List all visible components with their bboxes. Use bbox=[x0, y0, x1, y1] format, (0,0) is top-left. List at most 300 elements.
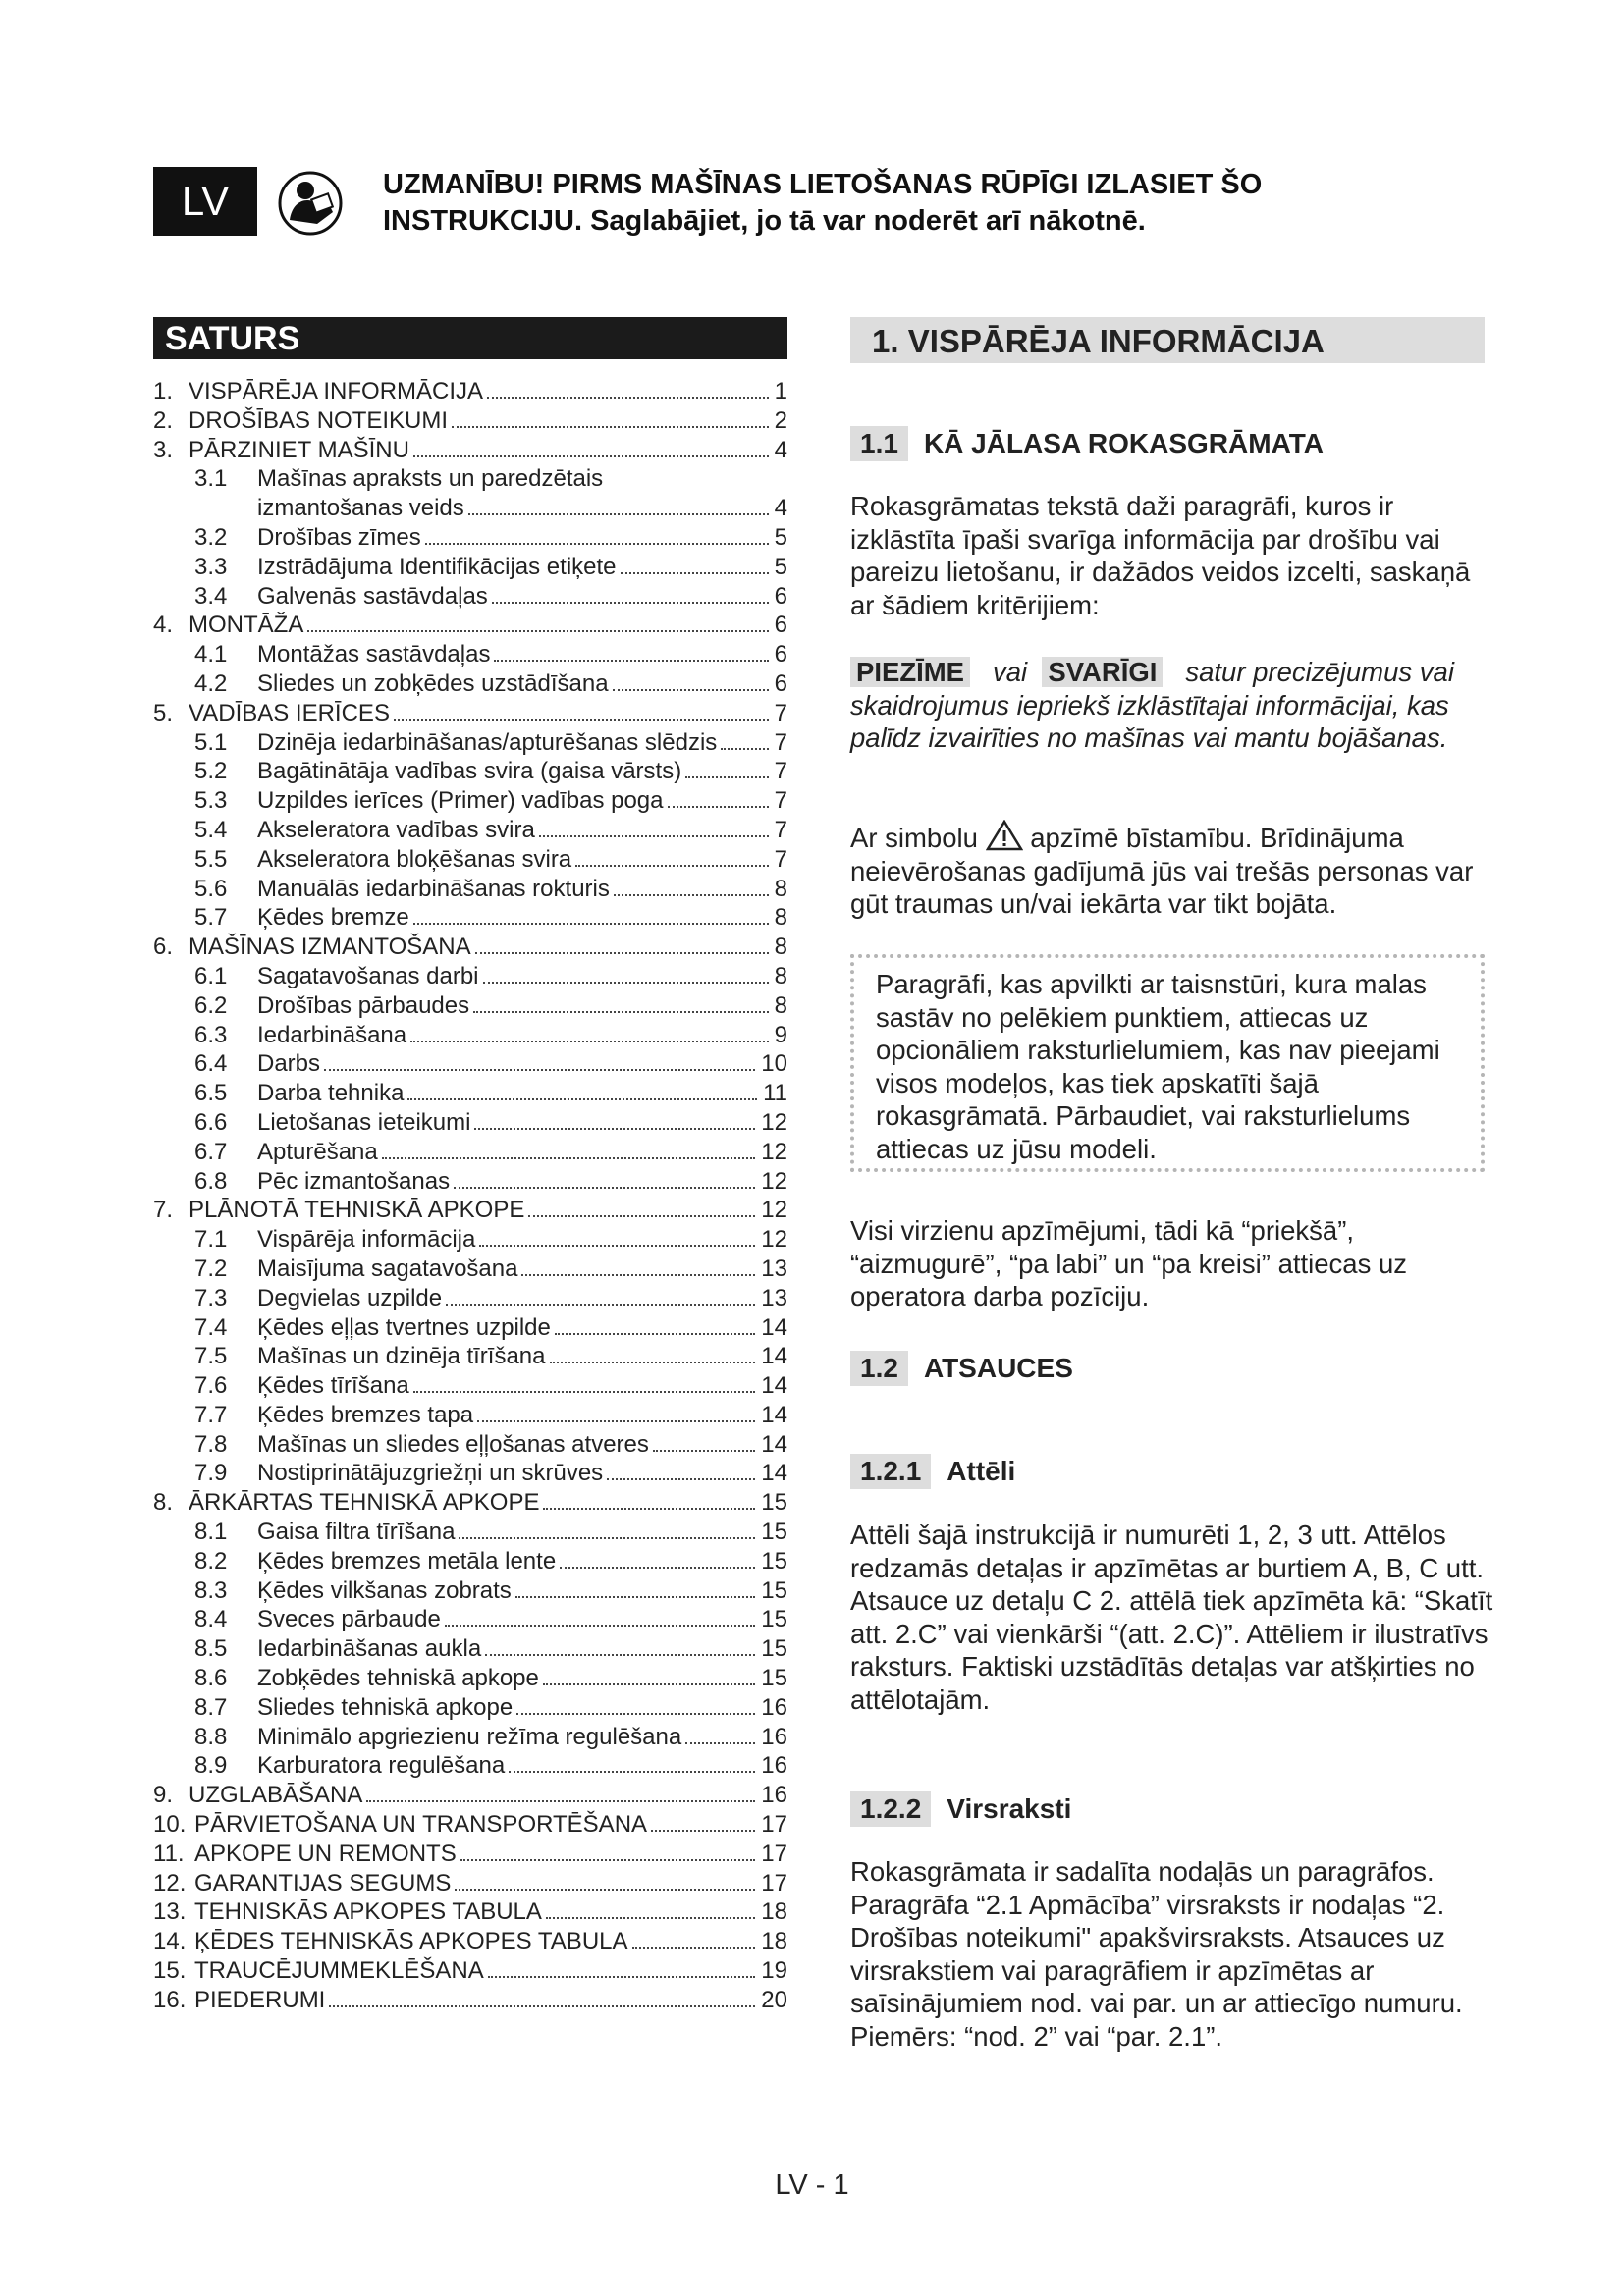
toc-title: ĀRKĀRTAS TEHNISKĀ APKOPE bbox=[189, 1488, 543, 1518]
toc-number: 5.6 bbox=[194, 875, 228, 902]
toc-page: 16 bbox=[761, 1693, 787, 1721]
paragraph-headings bbox=[850, 1855, 1498, 2053]
toc-entry bbox=[257, 1167, 787, 1197]
toc-title: Gaisa filtra tīrīšana bbox=[257, 1518, 459, 1547]
toc-page: 9 bbox=[774, 1021, 787, 1048]
toc-row bbox=[153, 1986, 787, 2015]
toc-entry bbox=[257, 1634, 787, 1664]
toc-leader bbox=[509, 1771, 755, 1773]
toc-row bbox=[153, 1956, 787, 1986]
toc-page: 4 bbox=[774, 495, 787, 522]
toc-entry bbox=[257, 1430, 787, 1460]
toc-leader bbox=[651, 1830, 755, 1832]
toc-entry bbox=[257, 875, 787, 904]
toc-row bbox=[153, 582, 787, 612]
toc-number: 3.4 bbox=[194, 582, 228, 610]
toc-title: Maisījuma sagatavošana bbox=[257, 1255, 521, 1284]
toc-row bbox=[153, 1196, 787, 1225]
toc-title: Drošības pārbaudes bbox=[257, 991, 473, 1021]
toc-leader bbox=[543, 1683, 755, 1685]
toc-entry bbox=[257, 1225, 787, 1255]
toc-page: 6 bbox=[774, 612, 787, 639]
toc-row bbox=[153, 816, 787, 845]
toc-entry bbox=[257, 1342, 787, 1371]
toc-title: GARANTIJAS SEGUMS bbox=[194, 1869, 455, 1898]
toc-entry bbox=[189, 1488, 787, 1518]
toc-title: Ķēdes bremzes metāla lente bbox=[257, 1547, 560, 1576]
toc-entry bbox=[257, 816, 787, 845]
toc-number: 4.2 bbox=[194, 669, 228, 697]
toc-row bbox=[153, 1079, 787, 1108]
toc-row bbox=[153, 1459, 787, 1488]
toc-entry bbox=[257, 962, 787, 991]
toc-page: 19 bbox=[761, 1957, 787, 1985]
toc-entry bbox=[257, 757, 787, 786]
toc-number: 8.4 bbox=[194, 1606, 228, 1633]
toc-title: Minimālo apgriezienu režīma regulēšana bbox=[257, 1723, 685, 1752]
toc-leader bbox=[685, 776, 768, 778]
toc-entry bbox=[257, 1605, 787, 1634]
toc-page: 6 bbox=[774, 582, 787, 610]
read-manual-icon bbox=[278, 171, 343, 236]
toc-number: 8.3 bbox=[194, 1576, 228, 1604]
toc-row bbox=[153, 1342, 787, 1371]
note-tag: PIEZĪME bbox=[850, 657, 970, 687]
toc-leader bbox=[454, 1187, 755, 1189]
toc-number: 3.1 bbox=[194, 465, 228, 493]
toc-row bbox=[153, 1518, 787, 1547]
toc-title: Sagatavošanas darbi bbox=[257, 962, 483, 991]
toc-title: Zobķēdes tehniskā apkope bbox=[257, 1664, 543, 1693]
toc-row bbox=[153, 728, 787, 758]
toc-entry bbox=[257, 582, 787, 612]
toc-page: 5 bbox=[774, 523, 787, 551]
toc-leader bbox=[543, 1508, 755, 1510]
toc-leader bbox=[607, 1478, 755, 1480]
toc-entry bbox=[257, 669, 787, 699]
toc-leader bbox=[621, 572, 769, 574]
toc-leader bbox=[487, 397, 769, 399]
toc-page: 6 bbox=[774, 641, 787, 668]
toc-title: PĀRVIETOŠANA UN TRANSPORTĒŠANA bbox=[194, 1810, 651, 1840]
toc-row bbox=[153, 933, 787, 962]
danger-warning-icon bbox=[986, 820, 1023, 851]
toc-row bbox=[153, 1605, 787, 1634]
toc-entry bbox=[189, 1196, 787, 1225]
toc-page: 8 bbox=[774, 991, 787, 1019]
subsection-number: 1.2 bbox=[850, 1351, 908, 1386]
toc-number: 7.8 bbox=[194, 1430, 228, 1458]
toc-entry bbox=[194, 1927, 787, 1956]
toc-page: 14 bbox=[761, 1430, 787, 1458]
toc-leader bbox=[614, 894, 769, 896]
toc-title: DROŠĪBAS NOTEIKUMI bbox=[189, 406, 452, 436]
important-tag: SVARĪGI bbox=[1042, 657, 1163, 687]
toc-number: 16. bbox=[153, 1986, 187, 2013]
toc-page: 16 bbox=[761, 1782, 787, 1809]
toc-leader bbox=[324, 1069, 755, 1071]
toc-page: 1 bbox=[774, 378, 787, 404]
toc-title: Mašīnas apraksts un paredzētais bbox=[257, 464, 607, 494]
toc-page: 4 bbox=[774, 436, 787, 463]
toc-leader bbox=[521, 1274, 755, 1276]
toc-entry bbox=[189, 699, 787, 728]
toc-title: Ķēdes tīrīšana bbox=[257, 1371, 413, 1401]
toc-page: 15 bbox=[761, 1489, 787, 1517]
toc-page: 7 bbox=[774, 845, 787, 873]
toc-title: Drošības zīmes bbox=[257, 523, 425, 553]
subsection-number: 1.2.1 bbox=[850, 1454, 931, 1489]
toc-leader bbox=[516, 1713, 755, 1715]
toc-number: 6. bbox=[153, 934, 174, 961]
toc-row bbox=[153, 1255, 787, 1284]
toc-page: 12 bbox=[761, 1108, 787, 1136]
toc-title: PLĀNOTĀ TEHNISKĀ APKOPE bbox=[189, 1196, 528, 1225]
toc-entry bbox=[189, 1781, 787, 1810]
toc-leader bbox=[407, 1098, 757, 1100]
toc-number: 1. bbox=[153, 378, 174, 404]
toc-row bbox=[153, 962, 787, 991]
toc-number: 6.6 bbox=[194, 1108, 228, 1136]
paragraph-directions bbox=[850, 1214, 1498, 1313]
toc-title: Ķēdes bremzes tapa bbox=[257, 1401, 477, 1430]
toc-leader bbox=[460, 1859, 756, 1861]
subsection-label: Attēli bbox=[947, 1456, 1016, 1486]
toc-row bbox=[153, 464, 787, 494]
toc-leader bbox=[445, 1625, 756, 1627]
toc-leader bbox=[483, 982, 769, 984]
toc-title: Galvenās sastāvdaļas bbox=[257, 582, 492, 612]
toc-title: Manuālās iedarbināšanas rokturis bbox=[257, 875, 614, 904]
toc-number: 5.1 bbox=[194, 728, 228, 756]
toc-leader bbox=[307, 630, 768, 632]
toc-leader bbox=[685, 1742, 755, 1744]
toc-page: 6 bbox=[774, 669, 787, 697]
toc-row bbox=[153, 1869, 787, 1898]
toc-page: 12 bbox=[761, 1226, 787, 1254]
toc-page: 5 bbox=[774, 553, 787, 580]
toc-title: Ķēdes eļļas tvertnes uzpilde bbox=[257, 1313, 555, 1343]
subsection-1-1 bbox=[850, 426, 1324, 461]
toc-leader bbox=[539, 835, 769, 837]
toc-entry bbox=[257, 1313, 787, 1343]
toc-leader bbox=[632, 1947, 756, 1949]
toc-number: 7.6 bbox=[194, 1372, 228, 1400]
subsection-1-2 bbox=[850, 1351, 1073, 1386]
toc-row bbox=[153, 1225, 787, 1255]
toc-number: 5.5 bbox=[194, 845, 228, 873]
optional-feature-box bbox=[850, 954, 1485, 1172]
toc-entry bbox=[257, 991, 787, 1021]
toc-entry bbox=[257, 523, 787, 553]
toc-page: 8 bbox=[774, 934, 787, 961]
toc-row bbox=[153, 1430, 787, 1460]
toc-entry bbox=[189, 436, 787, 465]
toc-page: 15 bbox=[761, 1519, 787, 1546]
toc-row bbox=[153, 669, 787, 699]
toc-title: Iedarbināšanas aukla bbox=[257, 1634, 485, 1664]
toc-title: Sveces pārbaude bbox=[257, 1605, 445, 1634]
section-title: 1. VISPĀRĒJA INFORMĀCIJA bbox=[850, 317, 1485, 363]
toc-page: 11 bbox=[763, 1080, 787, 1107]
toc-row bbox=[153, 436, 787, 465]
toc-row bbox=[153, 903, 787, 933]
toc-title: TRAUCĒJUMMEKLĒŠANA bbox=[194, 1956, 488, 1986]
toc-title: Darbs bbox=[257, 1049, 324, 1079]
toc-page: 20 bbox=[761, 1986, 787, 2013]
toc-title: Iedarbināšana bbox=[257, 1021, 410, 1050]
toc-row bbox=[153, 1840, 787, 1869]
toc-title: MONTĀŽA bbox=[189, 611, 307, 640]
toc-leader bbox=[455, 1889, 755, 1891]
toc-page: 12 bbox=[761, 1167, 787, 1195]
toc-leader bbox=[528, 1215, 755, 1217]
toc-page: 12 bbox=[761, 1138, 787, 1165]
toc-row bbox=[153, 377, 787, 406]
toc-title: Akseleratora bloķēšanas svira bbox=[257, 845, 575, 875]
toc-entry bbox=[257, 845, 787, 875]
toc-number: 8.1 bbox=[194, 1519, 228, 1546]
toc-leader bbox=[668, 806, 769, 808]
toc-number: 8.6 bbox=[194, 1665, 228, 1692]
toc-page: 15 bbox=[761, 1576, 787, 1604]
paragraph-text: Attēli šajā instrukcijā ir numurēti 1, 2, 3 utt. Attēlos redzamās detaļas ir apzīmētas ar burtiem A, B, C utt. Atsauce uz detaļu C 2. attēlā tiek apzīmēta kā: “Skatīt att. 2.C” vai vienkārši “(att. 2.C)”. Attēliem ir ilustratīvs raksturs. Faktiski uzstādītās detaļas var atšķirties no attēlotajām. bbox=[850, 1520, 1493, 1715]
toc-entry bbox=[257, 1079, 787, 1108]
toc-leader bbox=[452, 426, 769, 428]
toc-leader bbox=[474, 1128, 755, 1130]
toc-title: ĶĒDES TEHNISKĀS APKOPES TABULA bbox=[194, 1927, 632, 1956]
toc-leader bbox=[475, 952, 769, 954]
toc-title: Sliedes tehniskā apkope bbox=[257, 1693, 516, 1723]
toc-entry bbox=[257, 1664, 787, 1693]
toc-leader bbox=[468, 513, 769, 515]
toc-title: APKOPE UN REMONTS bbox=[194, 1840, 460, 1869]
toc-page: 16 bbox=[761, 1752, 787, 1780]
toc-page: 15 bbox=[761, 1606, 787, 1633]
toc-leader bbox=[550, 1362, 756, 1363]
toc-entry bbox=[257, 1401, 787, 1430]
toc-row bbox=[153, 699, 787, 728]
toc-leader bbox=[613, 689, 769, 691]
toc-page: 14 bbox=[761, 1313, 787, 1341]
toc-title: Nostiprinātājuzgriežņi un skrūves bbox=[257, 1459, 607, 1488]
subsection-number: 1.2.2 bbox=[850, 1791, 931, 1827]
toc-row bbox=[153, 1634, 787, 1664]
toc-title: izmantošanas veids bbox=[257, 494, 468, 523]
toc-row bbox=[153, 757, 787, 786]
toc-leader bbox=[492, 602, 769, 604]
toc-row bbox=[153, 494, 787, 523]
toc-page: 2 bbox=[774, 406, 787, 434]
paragraph-danger bbox=[850, 820, 1498, 921]
toc-page: 15 bbox=[761, 1665, 787, 1692]
toc-leader bbox=[459, 1537, 755, 1539]
warning-heading bbox=[383, 167, 1365, 240]
toc-row bbox=[153, 991, 787, 1021]
toc-number: 6.1 bbox=[194, 962, 228, 989]
toc-number: 3.3 bbox=[194, 553, 228, 580]
toc-entry bbox=[257, 1693, 787, 1723]
toc-number: 8.8 bbox=[194, 1723, 228, 1750]
toc-title: Degvielas uzpilde bbox=[257, 1284, 446, 1313]
toc-number: 5.3 bbox=[194, 787, 228, 815]
toc-number: 12. bbox=[153, 1869, 187, 1896]
toc-page: 14 bbox=[761, 1401, 787, 1428]
toc-row bbox=[153, 1167, 787, 1197]
toc-number: 5.7 bbox=[194, 904, 228, 932]
toc-leader bbox=[329, 2005, 755, 2007]
toc-title: Montāžas sastāvdaļas bbox=[257, 640, 494, 669]
toc-number: 6.7 bbox=[194, 1138, 228, 1165]
toc-entry bbox=[194, 1869, 787, 1898]
toc-leader bbox=[479, 1245, 755, 1247]
toc-entry bbox=[189, 933, 787, 962]
toc-leader bbox=[425, 543, 769, 545]
toc-title: Uzpildes ierīces (Primer) vadības poga bbox=[257, 786, 668, 816]
note-text: precizējumus vai skaidrojumus iepriekš izklāstītajai informācijai, kas palīdz izvairīties no mašīnas vai mantu bojāšanas. bbox=[850, 657, 1454, 753]
toc-entry bbox=[257, 1049, 787, 1079]
toc-leader bbox=[382, 1157, 756, 1159]
toc-leader bbox=[653, 1450, 755, 1452]
toc-leader bbox=[555, 1333, 755, 1335]
toc-page: 7 bbox=[774, 787, 787, 815]
toc-leader bbox=[413, 1391, 756, 1393]
toc-entry bbox=[257, 1138, 787, 1167]
toc-number: 15. bbox=[153, 1957, 187, 1985]
toc-title: Ķēdes vilkšanas zobrats bbox=[257, 1576, 515, 1606]
warning-bold: UZMANĪBU! PIRMS MAŠĪNAS LIETOŠANAS RŪPĪGI IZLASIET ŠO INSTRUKCIJU. bbox=[383, 169, 1263, 237]
toc-number: 14. bbox=[153, 1928, 187, 1955]
toc-page: 14 bbox=[761, 1372, 787, 1400]
toc-number: 8. bbox=[153, 1489, 174, 1517]
toc-number: 4. bbox=[153, 612, 174, 639]
toc-title: MAŠĪNAS IZMANTOŠANA bbox=[189, 933, 475, 962]
toc-number: 7.9 bbox=[194, 1460, 228, 1487]
toc-leader bbox=[413, 455, 769, 457]
toc-title: Lietošanas ieteikumi bbox=[257, 1108, 474, 1138]
paragraph-text: Rokasgrāmatas tekstā daži paragrāfi, kuros ir izklāstīta īpaši svarīga informācija par drošību vai pareizu lietošanu, ir dažādos veidos izcelti, saskaņā ar šādiem kritērijiem: bbox=[850, 491, 1471, 620]
toc-row bbox=[153, 1021, 787, 1050]
toc-title: Darba tehnika bbox=[257, 1079, 407, 1108]
toc-leader bbox=[473, 1011, 769, 1013]
subsection-number: 1.1 bbox=[850, 426, 908, 461]
toc-number: 2. bbox=[153, 406, 174, 434]
toc-leader bbox=[560, 1567, 755, 1569]
toc-page: 17 bbox=[761, 1869, 787, 1896]
toc-number: 5. bbox=[153, 699, 174, 726]
warning-rest: Saglabājiet, jo tā var noderēt arī nākotnē. bbox=[590, 205, 1146, 237]
toc-entry bbox=[257, 903, 787, 933]
toc-entry bbox=[257, 1459, 787, 1488]
toc-row bbox=[153, 1576, 787, 1606]
toc-entry bbox=[257, 1576, 787, 1606]
toc-number: 13. bbox=[153, 1898, 187, 1926]
toc-entry bbox=[194, 1986, 787, 2015]
toc-page: 7 bbox=[774, 758, 787, 785]
toc-number: 7.3 bbox=[194, 1284, 228, 1311]
toc-entry bbox=[257, 1371, 787, 1401]
toc-row bbox=[153, 1781, 787, 1810]
toc-title: Karburatora regulēšana bbox=[257, 1751, 509, 1781]
toc-number: 6.8 bbox=[194, 1167, 228, 1195]
toc-row bbox=[153, 1488, 787, 1518]
toc-entry bbox=[257, 494, 787, 523]
toc-entry bbox=[194, 1897, 787, 1927]
toc-entry bbox=[257, 1021, 787, 1050]
toc-title: VADĪBAS IERĪCES bbox=[189, 699, 394, 728]
toc-page: 18 bbox=[761, 1928, 787, 1955]
toc-number: 6.3 bbox=[194, 1021, 228, 1048]
toc-number: 5.4 bbox=[194, 816, 228, 843]
toc-page: 14 bbox=[761, 1460, 787, 1487]
toc-title: PIEDERUMI bbox=[194, 1986, 329, 2015]
toc-row bbox=[153, 640, 787, 669]
toc-leader bbox=[515, 1596, 756, 1598]
toc-page: 7 bbox=[774, 728, 787, 756]
toc-page: 10 bbox=[761, 1050, 787, 1078]
paragraph-text: Visi virzienu apzīmējumi, tādi kā “priekšā”, “aizmugurē”, “pa labi” un “pa kreisi” attiecas uz operatora darba pozīciju. bbox=[850, 1215, 1408, 1311]
toc-row bbox=[153, 1138, 787, 1167]
toc-page: 18 bbox=[761, 1898, 787, 1926]
paragraph-figures bbox=[850, 1519, 1498, 1716]
toc-number: 8.9 bbox=[194, 1752, 228, 1780]
toc-title: PĀRZINIET MAŠĪNU bbox=[189, 436, 413, 465]
toc-title: Apturēšana bbox=[257, 1138, 382, 1167]
toc-number: 7.7 bbox=[194, 1401, 228, 1428]
toc-number: 8.7 bbox=[194, 1693, 228, 1721]
paragraph-intro bbox=[850, 490, 1498, 621]
toc-row bbox=[153, 1284, 787, 1313]
toc-entry bbox=[257, 786, 787, 816]
toc-title: Bagātinātāja vadības svira (gaisa vārsts) bbox=[257, 757, 685, 786]
toc-page: 13 bbox=[761, 1284, 787, 1311]
toc-leader bbox=[494, 660, 768, 662]
toc-entry bbox=[257, 1255, 787, 1284]
toc-row bbox=[153, 1693, 787, 1723]
toc-number: 5.2 bbox=[194, 758, 228, 785]
toc-title: Dzinēja iedarbināšanas/apturēšanas slēdzis bbox=[257, 728, 721, 758]
toc-row bbox=[153, 1927, 787, 1956]
subsection-label: ATSAUCES bbox=[923, 1353, 1073, 1383]
toc-row bbox=[153, 1313, 787, 1343]
toc-entry bbox=[194, 1810, 787, 1840]
subsection-label: KĀ JĀLASA ROKASGRĀMATA bbox=[923, 428, 1324, 458]
toc-page: 8 bbox=[774, 962, 787, 989]
toc-entry bbox=[189, 611, 787, 640]
toc-entry bbox=[257, 1108, 787, 1138]
toc-title: SATURS bbox=[153, 317, 787, 359]
toc-row bbox=[153, 875, 787, 904]
toc-number: 3. bbox=[153, 436, 174, 463]
toc-title: Akseleratora vadības svira bbox=[257, 816, 539, 845]
toc-row bbox=[153, 553, 787, 582]
toc-entry bbox=[194, 1840, 787, 1869]
toc-row bbox=[153, 845, 787, 875]
toc-number: 7.2 bbox=[194, 1255, 228, 1282]
toc-row bbox=[153, 406, 787, 436]
toc-title: VISPĀRĒJA INFORMĀCIJA bbox=[189, 377, 487, 406]
toc-page: 7 bbox=[774, 699, 787, 726]
toc-number: 11. bbox=[153, 1840, 185, 1867]
toc-page: 15 bbox=[761, 1547, 787, 1575]
toc-row bbox=[153, 523, 787, 553]
toc-row bbox=[153, 1371, 787, 1401]
toc-page: 13 bbox=[761, 1255, 787, 1282]
toc-page: 8 bbox=[774, 904, 787, 932]
toc-title: Mašīnas un dzinēja tīrīšana bbox=[257, 1342, 550, 1371]
toc-entry bbox=[257, 1751, 787, 1781]
toc-number: 7.5 bbox=[194, 1343, 228, 1370]
